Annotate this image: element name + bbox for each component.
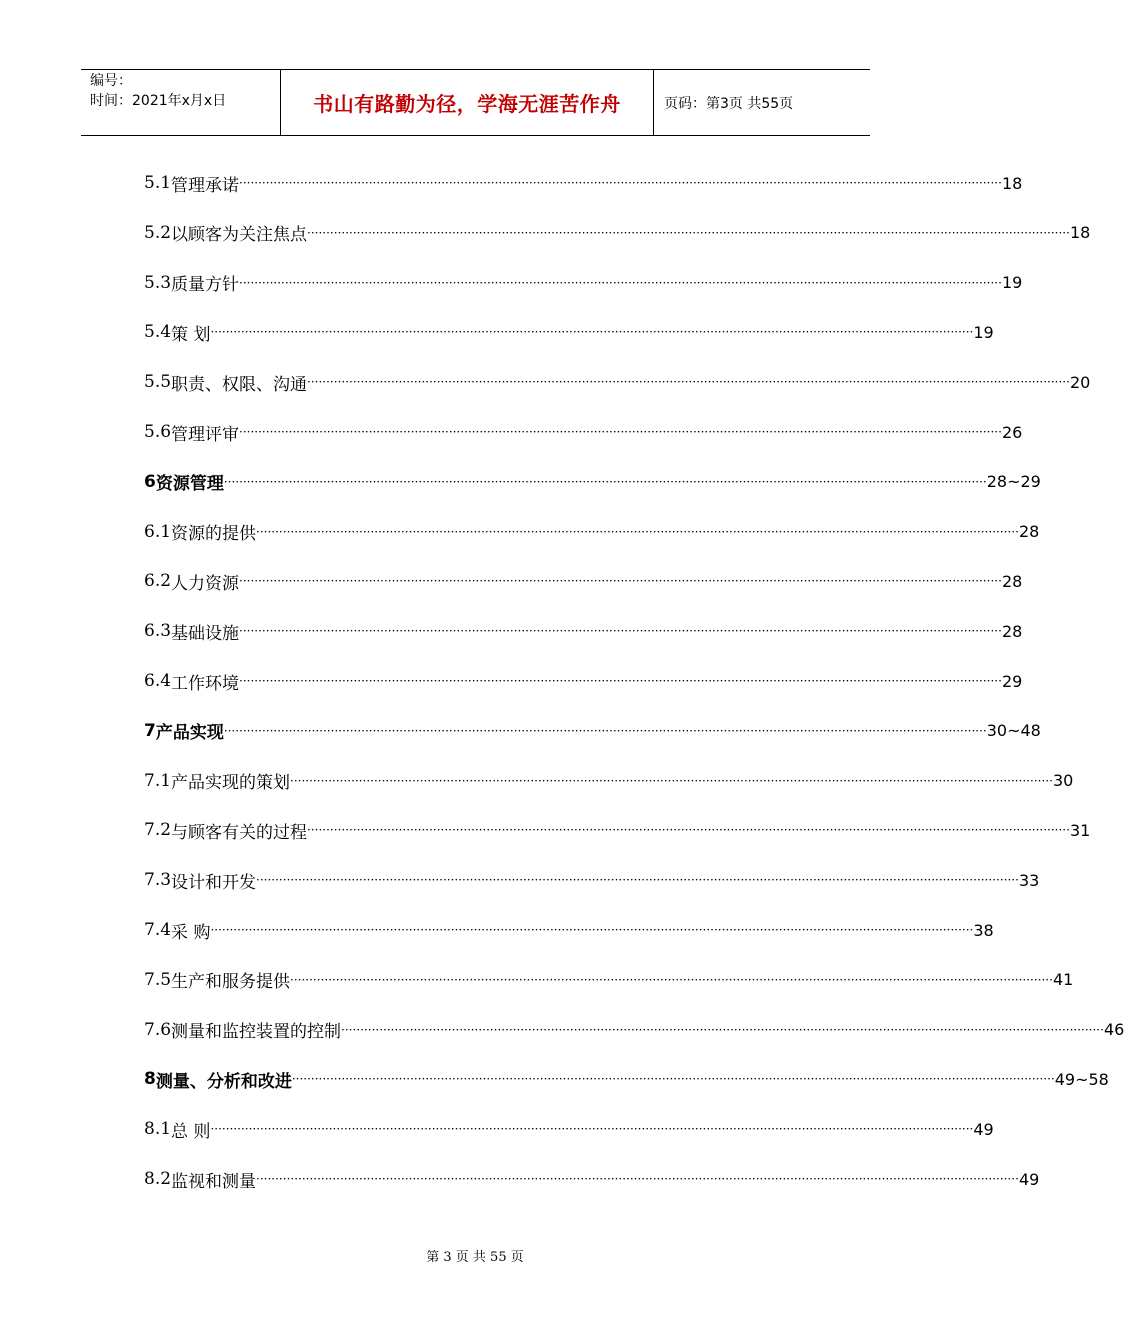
toc-entry-page: 18 bbox=[1069, 223, 1091, 243]
toc-entry-number: 7 bbox=[144, 720, 156, 741]
toc-dot-leader: ········································································································································································································ bbox=[239, 176, 1002, 190]
toc-entry-number: 5.5 bbox=[144, 372, 172, 393]
toc-dot-leader: ········································································································································································································ bbox=[291, 1072, 1055, 1087]
toc-entry-number: 8.2 bbox=[144, 1169, 172, 1189]
toc-entry-page: 31 bbox=[1069, 820, 1091, 840]
toc-entry-page: 28 bbox=[1001, 571, 1023, 591]
toc-entry-page: 49 bbox=[1018, 1169, 1040, 1189]
toc-entry-title: 产品实现的策划 bbox=[171, 773, 291, 794]
toc-entry bbox=[144, 666, 1023, 696]
toc-dot-leader: ········································································································································································································ bbox=[223, 474, 987, 489]
toc-entry-title: 管理承诺 bbox=[171, 175, 240, 196]
date-label: 时间：2021年x月x日 bbox=[90, 93, 227, 109]
toc-dot-leader: ········································································································································································································ bbox=[256, 1172, 1019, 1186]
toc-entry-title: 产品实现 bbox=[155, 723, 224, 744]
header-motto: 书山有路勤为径，学海无涯苦作舟 bbox=[281, 70, 654, 135]
toc-entry-page: 28~29 bbox=[986, 472, 1041, 492]
toc-dot-leader: ········································································································································································································ bbox=[256, 524, 1019, 539]
toc-entry bbox=[144, 367, 1091, 397]
toc-entry-title: 质量方针 bbox=[171, 275, 240, 296]
toc-entry-number: 6.3 bbox=[144, 621, 172, 642]
toc-entry-number: 7.5 bbox=[144, 969, 172, 990]
toc-entry-number: 7.6 bbox=[144, 1019, 172, 1040]
toc-entry-title: 测量、分析和改进 bbox=[155, 1071, 292, 1092]
toc-entry-page: 19 bbox=[973, 322, 994, 342]
toc-entry-title: 基础设施 bbox=[171, 623, 240, 644]
toc-entry-number: 7.4 bbox=[144, 920, 172, 940]
toc-entry bbox=[144, 467, 1041, 497]
toc-entry-number: 6.1 bbox=[144, 521, 172, 542]
toc-entry bbox=[144, 1164, 1040, 1194]
toc-entry-page: 29 bbox=[1001, 671, 1023, 691]
toc-dot-leader: ········································································································································································································ bbox=[210, 1122, 974, 1137]
toc-entry-number: 5.4 bbox=[144, 322, 172, 343]
toc-entry-page: 49 bbox=[973, 1119, 994, 1139]
toc-entry-number: 6 bbox=[144, 471, 156, 492]
toc-dot-leader: ········································································································································································································ bbox=[239, 674, 1002, 688]
toc-entry bbox=[144, 168, 1023, 198]
toc-entry bbox=[144, 965, 1074, 995]
toc-entry-number: 6.2 bbox=[144, 571, 172, 592]
toc-entry-title: 工作环境 bbox=[171, 673, 240, 694]
toc-dot-leader: ········································································································································································································ bbox=[307, 375, 1070, 390]
toc-entry-number: 7.1 bbox=[144, 770, 172, 791]
toc-dot-leader: ········································································································································································································ bbox=[239, 624, 1002, 639]
toc-entry-number: 5.2 bbox=[144, 222, 172, 243]
toc-dot-leader: ········································································································································································································ bbox=[256, 873, 1019, 888]
toc-entry-title: 总 则 bbox=[171, 1121, 211, 1142]
toc-dot-leader: ········································································································································································································ bbox=[307, 225, 1070, 240]
toc-entry-number: 7.3 bbox=[144, 870, 172, 891]
toc-entry bbox=[144, 1015, 1124, 1045]
toc-entry-title: 监视和测量 bbox=[171, 1171, 257, 1192]
toc-entry-title: 设计和开发 bbox=[171, 872, 257, 893]
toc-dot-leader: ········································································································································································································ bbox=[210, 923, 974, 937]
toc-entry-page: 33 bbox=[1018, 870, 1040, 890]
toc-entry-page: 19 bbox=[1001, 273, 1023, 293]
toc-entry-page: 26 bbox=[1001, 422, 1023, 442]
toc-entry-page: 28 bbox=[1018, 522, 1040, 542]
toc-entry bbox=[144, 218, 1091, 248]
toc-entry-title: 与顾客有关的过程 bbox=[171, 822, 308, 843]
toc-dot-leader: ········································································································································································································ bbox=[239, 275, 1002, 290]
toc-dot-leader: ········································································································································································································ bbox=[210, 325, 974, 340]
toc-entry-page: 18 bbox=[1001, 173, 1023, 193]
toc-entry bbox=[144, 915, 994, 945]
toc-entry-page: 30 bbox=[1052, 771, 1074, 791]
toc-entry-page: 38 bbox=[973, 920, 994, 940]
toc-entry bbox=[144, 1064, 1109, 1094]
toc-entry bbox=[144, 317, 994, 347]
toc-entry-page: 28 bbox=[1001, 621, 1023, 641]
toc-entry-page: 41 bbox=[1052, 970, 1074, 990]
toc-entry-title: 策 划 bbox=[171, 324, 211, 345]
toc-dot-leader: ········································································································································································································ bbox=[290, 773, 1053, 788]
toc-entry bbox=[144, 616, 1023, 646]
toc-entry bbox=[144, 268, 1023, 298]
toc-dot-leader: ········································································································································································································ bbox=[290, 972, 1053, 987]
toc-entry-number: 8 bbox=[144, 1069, 156, 1090]
toc-entry-title: 资源管理 bbox=[155, 474, 224, 495]
toc-entry-page: 20 bbox=[1069, 372, 1091, 392]
toc-entry-number: 6.4 bbox=[144, 671, 172, 691]
toc-entry-number: 7.2 bbox=[144, 820, 172, 841]
toc-entry-title: 测量和监控装置的控制 bbox=[171, 1022, 342, 1043]
toc-entry-title: 管理评审 bbox=[171, 424, 240, 445]
toc-dot-leader: ········································································································································································································ bbox=[239, 425, 1002, 439]
toc-entry bbox=[144, 766, 1074, 796]
toc-dot-leader: ········································································································································································································ bbox=[239, 574, 1002, 589]
toc-entry-number: 8.1 bbox=[144, 1119, 172, 1140]
toc-entry bbox=[144, 865, 1040, 895]
toc-entry-page: 46 bbox=[1103, 1020, 1124, 1040]
toc-dot-leader: ········································································································································································································ bbox=[341, 1022, 1104, 1037]
toc-dot-leader: ········································································································································································································ bbox=[307, 823, 1070, 838]
toc-entry bbox=[144, 815, 1091, 845]
header-page-info: 页码：第3页 共55页 bbox=[664, 95, 794, 112]
toc-entry-number: 5.3 bbox=[144, 272, 172, 293]
toc-entry bbox=[144, 1114, 994, 1144]
toc-entry bbox=[144, 517, 1040, 547]
toc-entry-title: 人力资源 bbox=[171, 573, 240, 594]
toc-dot-leader: ········································································································································································································ bbox=[223, 723, 987, 738]
toc-entry-title: 以顾客为关注焦点 bbox=[171, 225, 308, 246]
toc-entry bbox=[144, 716, 1041, 746]
toc-entry-number: 5.1 bbox=[144, 173, 172, 193]
toc-entry bbox=[144, 566, 1023, 596]
serial-label: 编号： bbox=[90, 73, 132, 89]
toc-entry-title: 采 购 bbox=[171, 922, 211, 943]
toc-entry-number: 5.6 bbox=[144, 422, 172, 442]
toc-entry-page: 49~58 bbox=[1054, 1069, 1109, 1089]
toc-entry-page: 30~48 bbox=[986, 721, 1041, 741]
toc-entry-title: 职责、权限、沟通 bbox=[171, 374, 308, 395]
toc-entry bbox=[144, 417, 1023, 447]
toc-entry-title: 生产和服务提供 bbox=[171, 972, 291, 993]
page-footer: 第 3 页 共 55 页 bbox=[426, 1250, 524, 1265]
toc-entry-title: 资源的提供 bbox=[171, 524, 257, 545]
